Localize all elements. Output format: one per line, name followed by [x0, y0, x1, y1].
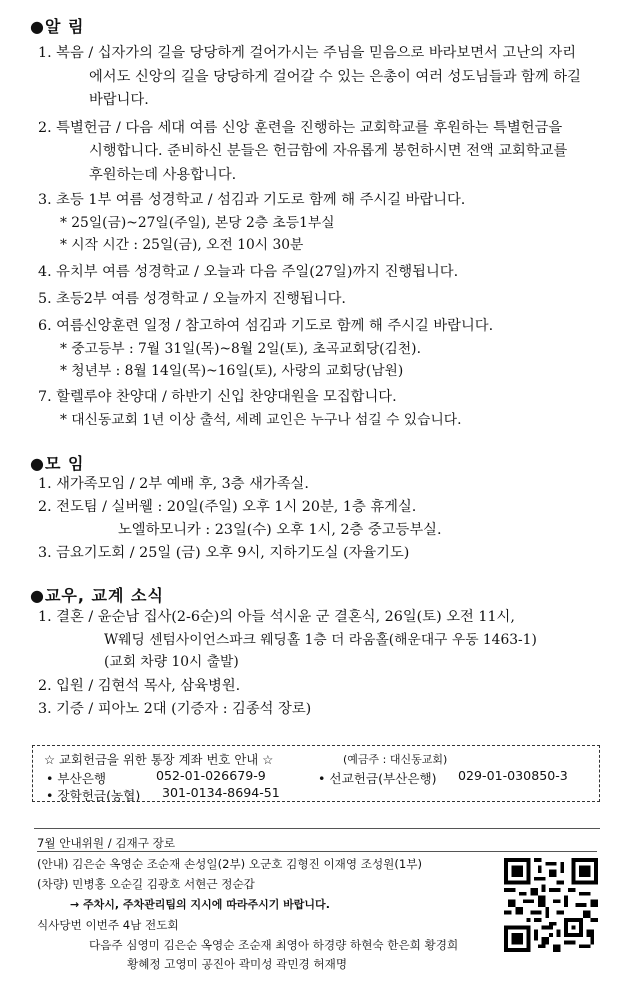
footer-ushers: (안내) 김은순 옥영순 조순재 손성일(2부) 오군호 김형진 이재영 조성원(1부)	[37, 857, 422, 871]
notice-2-line-3: 후원하는데 사용합니다.	[89, 167, 237, 183]
footer-divider-mid	[37, 851, 597, 852]
footer-usher-title: 7월 안내위원 / 김재구 장로	[37, 836, 176, 850]
notice-6-line-1: 6. 여름신앙훈련 일정 / 참고하여 섬김과 기도로 함께 해 주시길 바랍니다.	[38, 318, 494, 334]
bank-account-number-3: 301-0134-8694-51	[162, 785, 280, 800]
footer-next-week: 다음주 심영미 김은순 옥영순 조순재 최영아 하경량 하현숙 한은희 황경희	[89, 938, 459, 952]
meeting-2: 2. 전도팀 / 실버웰 : 20일(주일) 오후 1시 20분, 1층 휴게실.	[38, 499, 417, 515]
notice-1-line-1: 1. 복음 / 십자가의 길을 당당하게 걸어가시는 주님을 믿음으로 바라보면서 고난의 자리	[38, 45, 577, 61]
footer-meal-duty: 식사당번 이번주 4남 전도회	[37, 918, 179, 932]
notice-7-line-2: * 대신동교회 1년 이상 출석, 세례 교인은 누구나 섬길 수 있습니다.	[60, 412, 462, 428]
notice-1-line-3: 바랍니다.	[89, 92, 149, 108]
notice-4: 4. 유치부 여름 성경학교 / 오늘과 다음 주일(27일)까지 진행됩니다.	[38, 264, 459, 280]
news-1-line-3: (교회 차량 10시 출발)	[104, 654, 239, 670]
notice-2-line-2: 시행합니다. 준비하신 분들은 헌금함에 자유롭게 봉헌하시면 전액 교회학교를	[89, 143, 568, 159]
meeting-3: 3. 금요기도회 / 25일 (금) 오후 9시, 지하기도실 (자율기도)	[38, 545, 410, 561]
qr-code	[504, 858, 598, 952]
notice-6-line-2: * 중고등부 : 7월 31일(목)~8월 2일(토), 초곡교회당(김천).	[60, 341, 421, 357]
notice-5: 5. 초등2부 여름 성경학교 / 오늘까지 진행됩니다.	[38, 291, 346, 307]
footer-divider-top	[34, 828, 600, 829]
footer-parking-note: → 주차시, 주차관리팀의 지시에 따라주시기 바랍니다.	[70, 898, 330, 911]
notices-header: ●알 림	[30, 17, 85, 36]
bank-title: ☆ 교회헌금을 위한 통장 계좌 번호 안내 ☆	[44, 752, 274, 767]
notice-3-line-3: * 시작 시간 : 25일(금), 오전 10시 30분	[60, 237, 304, 253]
bank-depositor: (예금주 : 대신동교회)	[343, 753, 448, 766]
news-2: 2. 입원 / 김현석 목사, 삼육병원.	[38, 678, 241, 694]
notice-3-line-1: 3. 초등 1부 여름 성경학교 / 섬김과 기도로 함께 해 주시길 바랍니다.	[38, 192, 466, 208]
bank-account-number-2: 029-01-030850-3	[458, 768, 568, 783]
footer-drivers: (차량) 민병홍 오순길 김광호 서현근 정순갑	[37, 877, 255, 891]
footer-next-week-2: 황혜정 고영미 공진아 곽미성 곽민경 허재명	[127, 957, 348, 971]
notice-7-line-1: 7. 할렐루야 찬양대 / 하반기 신입 찬양대원을 모집합니다.	[38, 389, 397, 405]
bank-account-label-1: • 부산은행	[46, 771, 107, 786]
meetings-header: ●모 임	[30, 454, 85, 473]
meeting-1: 1. 새가족모임 / 2부 예배 후, 3층 새가족실.	[38, 476, 309, 492]
news-1-line-1: 1. 결혼 / 윤순남 집사(2-6순)의 아들 석시윤 군 결혼식, 26일(토) 오전 11시,	[38, 609, 515, 625]
notice-3-line-2: * 25일(금)~27일(주일), 본당 2층 초등1부실	[60, 215, 335, 231]
notice-1-line-2: 에서도 신앙의 길을 당당하게 걸어갈 수 있는 은총이 여러 성도님들과 함께 하길	[89, 69, 581, 85]
news-1-line-2: W웨딩 센텀사이언스파크 웨딩홀 1층 더 라움홀(해운대구 우동 1463-1)	[104, 632, 537, 648]
notice-6-line-3: * 청년부 : 8월 14일(목)~16일(토), 사랑의 교회당(남원)	[60, 363, 404, 379]
meeting-2-sub: 노엘하모니카 : 23일(수) 오후 1시, 2층 중고등부실.	[118, 522, 442, 538]
notice-2-line-1: 2. 특별헌금 / 다음 세대 여름 신앙 훈련을 진행하는 교회학교를 후원하는 특별헌금을	[38, 120, 563, 136]
bank-account-label-2: • 선교헌금(부산은행)	[318, 771, 437, 786]
news-3: 3. 기증 / 피아노 2대 (기증자 : 김종석 장로)	[38, 701, 312, 717]
bank-account-number-1: 052-01-026679-9	[156, 768, 266, 783]
bank-account-label-3: • 장학헌금(농협)	[46, 788, 141, 803]
news-header: ●교우, 교계 소식	[30, 586, 164, 605]
